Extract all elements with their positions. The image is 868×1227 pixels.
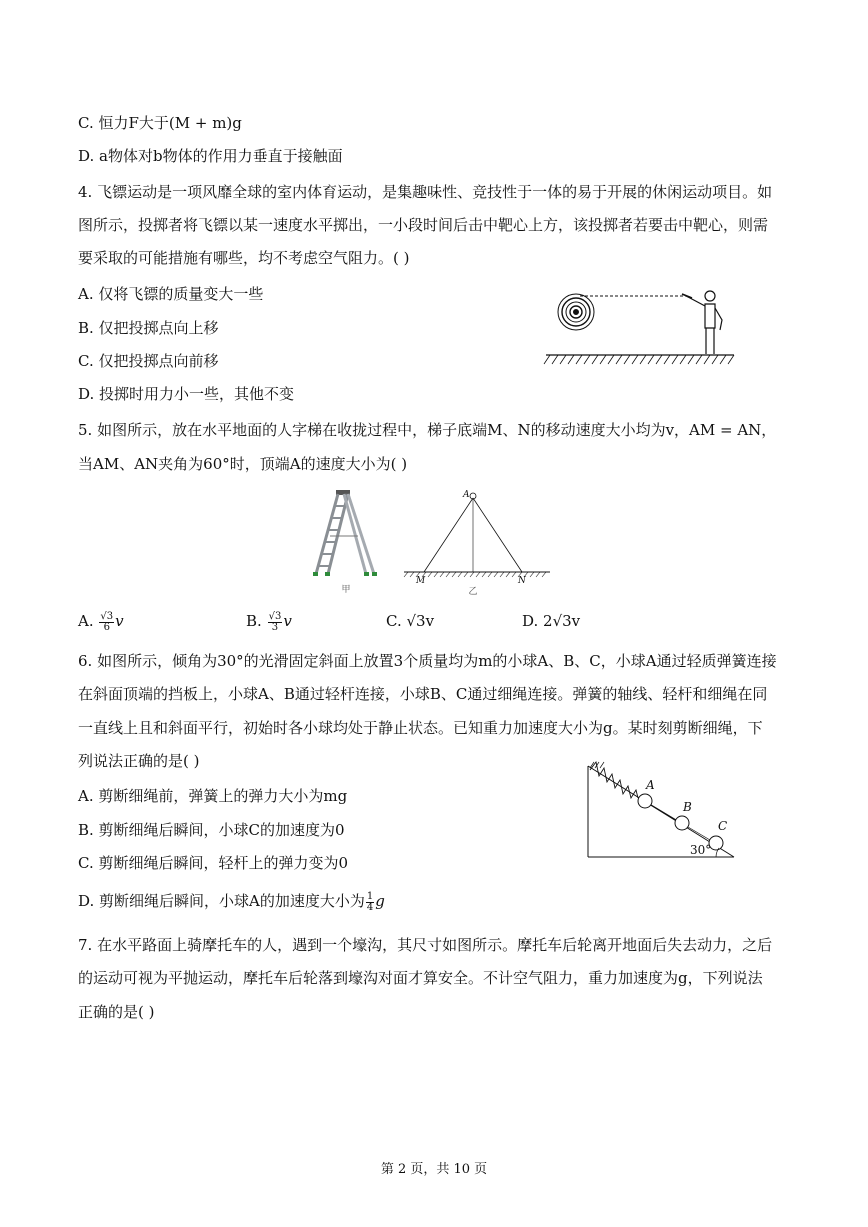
label-jia: 甲 (341, 585, 351, 595)
ball-a (638, 794, 652, 808)
q5-option-b (246, 611, 292, 633)
label-point-m: M (416, 576, 426, 586)
label-yi: 乙 (468, 587, 478, 597)
q7-stem-line2: 的运动可视为平抛运动，摩托车后轮落到壕沟对面才算安全。不计空气阻力，重力加速度为g，下列说法 (78, 969, 763, 987)
q4-stem-line3: 要采取的可能措施有哪些，均不考虑空气阻力。( ) (78, 249, 410, 267)
q7-stem-line1: 7. 在水平路面上骑摩托车的人，遇到一个壕沟，其尺寸如图所示。摩托车后轮离开地面后失去动力，之后 (78, 936, 773, 954)
q3-option-d: D. a物体对b物体的作用力垂直于接触面 (78, 147, 343, 165)
ladder-figure (300, 486, 560, 598)
dartboard (558, 294, 594, 330)
q5-option-a (78, 611, 124, 633)
q4-option-a: A. 仅将飞镖的质量变大一些 (78, 285, 264, 303)
q6-stem-line4: 列说法正确的是( ) (78, 752, 200, 770)
label-angle: 30° (690, 843, 712, 857)
q5-option-b-prefix: B. (246, 612, 262, 630)
ladder-diagram-yi (404, 493, 550, 577)
q4-option-c: C. 仅把投掷点向前移 (78, 352, 219, 370)
ladder-photo-jia (313, 490, 377, 576)
q5-stem-line2: 当AM、AN夹角为60°时，顶端A的速度大小为( ) (78, 455, 408, 473)
ball-b (675, 816, 689, 830)
q6-option-a: A. 剪断细绳前，弹簧上的弹力大小为mg (78, 787, 348, 805)
q5-option-b-fraction (268, 612, 283, 633)
q6-option-d-var: g (375, 892, 385, 910)
q5-option-d: D. 2√3v (522, 612, 581, 630)
q5-option-b-var: v (283, 612, 292, 630)
q6-option-c: C. 剪断细绳后瞬间，轻杆上的弹力变为0 (78, 854, 349, 872)
q4-option-b: B. 仅把投掷点向上移 (78, 319, 219, 337)
q3-option-c: C. 恒力F大于(M + m)g (78, 114, 242, 132)
incline-figure (582, 760, 742, 862)
q5-stem-line1: 5. 如图所示，放在水平地面的人字梯在收拢过程中，梯子底端M、N的移动速度大小均为v，AM = AN， (78, 421, 777, 439)
q5-option-a-prefix: A. (78, 612, 94, 630)
q6-option-b: B. 剪断细绳后瞬间，小球C的加速度为0 (78, 821, 345, 839)
label-ball-c: C (718, 819, 728, 833)
q5-option-a-fraction (99, 612, 114, 633)
q6-option-d-numerator: 1 (366, 890, 374, 902)
label-ball-a: A (646, 778, 655, 792)
q6-stem-line3: 一直线上且和斜面平行，初始时各小球均处于静止状态。已知重力加速度大小为g。某时刻剪断细绳，下 (78, 719, 763, 737)
thin-rope (688, 827, 710, 840)
q5-option-a-var: v (115, 612, 124, 630)
thrower-figure (682, 291, 722, 354)
label-ball-b: B (683, 800, 692, 814)
ground-hatching (544, 355, 734, 364)
q6-option-d (78, 891, 385, 913)
q4-option-d: D. 投掷时用力小一些，其他不变 (78, 385, 295, 403)
label-point-a: A (463, 490, 470, 500)
q6-option-d-fraction (366, 892, 374, 913)
q5-option-b-numerator: √3 (268, 610, 282, 622)
label-point-n: N (518, 576, 526, 586)
q5-option-a-denominator: 6 (103, 621, 110, 633)
light-rod (651, 805, 676, 820)
q7-stem-line3: 正确的是( ) (78, 1003, 155, 1021)
q6-stem-line2: 在斜面顶端的挡板上，小球A、B通过轻杆连接，小球B、C通过细绳连接。弹簧的轴线、轻杆和细绳在同 (78, 685, 768, 703)
q5-option-a-numerator: √3 (100, 610, 114, 622)
page-footer: 第 2 页，共 10 页 (380, 1162, 488, 1177)
q4-stem-line2: 图所示，投掷者将飞镖以某一速度水平掷出，一小段时间后击中靶心上方，该投掷者若要击中靶心，则需 (78, 216, 769, 234)
q6-stem-line1: 6. 如图所示，倾角为30°的光滑固定斜面上放置3个质量均为m的小球A、B、C，小球A通过轻质弹簧连接 (78, 652, 777, 670)
q5-option-b-denominator: 3 (271, 621, 279, 633)
q5-option-c: C. √3v (386, 612, 435, 630)
q6-option-d-denominator: 4 (366, 901, 374, 913)
dart-throw-figure (540, 284, 740, 374)
q6-option-d-text: D. 剪断细绳后瞬间，小球A的加速度大小为 (78, 892, 365, 910)
q4-stem-line1: 4. 飞镖运动是一项风靡全球的室内体育运动，是集趣味性、竞技性于一体的易于开展的休闲运动项目。如 (78, 183, 773, 201)
